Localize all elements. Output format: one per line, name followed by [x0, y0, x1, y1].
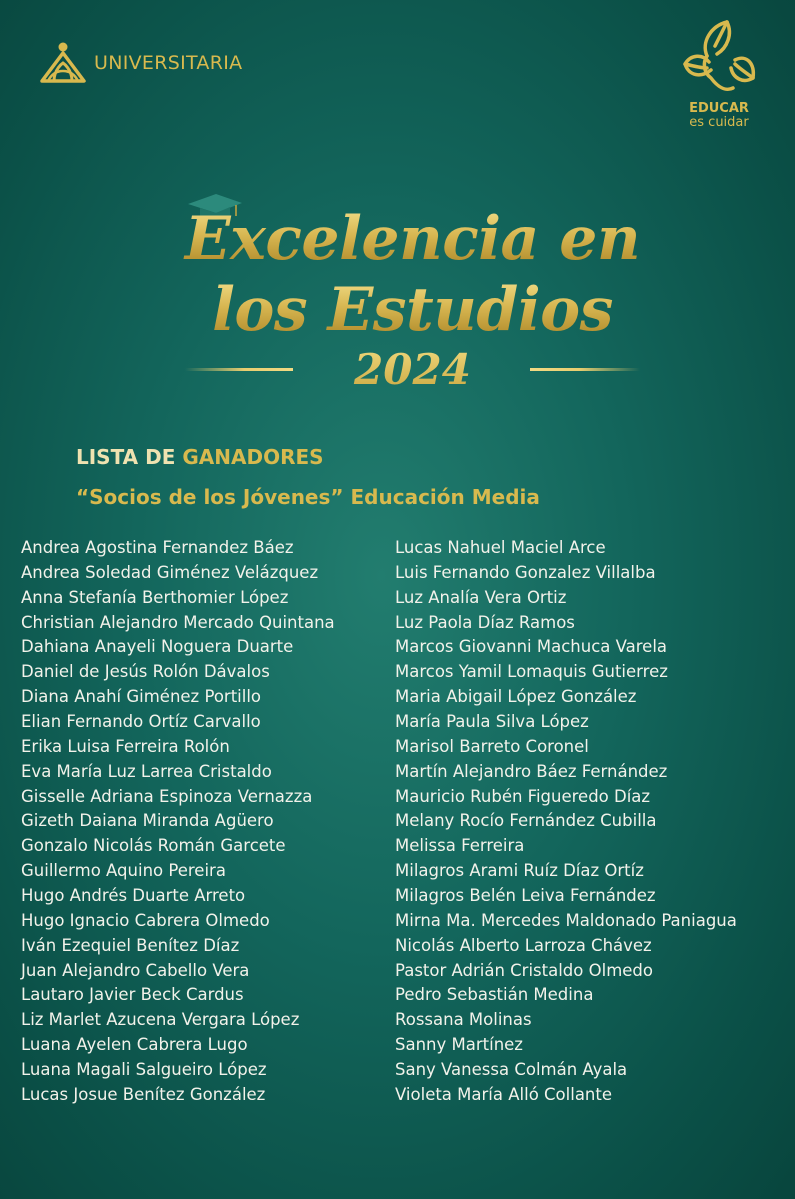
winner-name: Juan Alejandro Cabello Vera — [21, 960, 250, 980]
winner-name: Eva María Luz Larrea Cristaldo — [21, 761, 272, 781]
winner-name: Violeta María Alló Collante — [395, 1084, 613, 1104]
winner-name: Luz Paola Díaz Ramos — [395, 612, 575, 632]
winner-name: Melany Rocío Fernández Cubilla — [395, 811, 657, 831]
winner-name: Guillermo Aquino Pereira — [21, 861, 226, 881]
winner-name: Anna Stefanía Berthomier López — [21, 587, 289, 607]
winner-name: Iván Ezequiel Benítez Díaz — [21, 935, 240, 955]
educar-badge — [668, 16, 770, 130]
winner-name: Andrea Soledad Giménez Velázquez — [21, 562, 319, 582]
winner-name: Sanny Martínez — [395, 1035, 523, 1055]
winner-name: Milagros Belén Leiva Fernández — [395, 886, 656, 906]
category-subheading: “Socios de los Jóvenes” Educación Media — [76, 485, 540, 509]
winners-column-2 — [395, 536, 737, 1108]
winner-name: Liz Marlet Azucena Vergara López — [21, 1010, 300, 1030]
winner-name: Luana Magali Salgueiro López — [21, 1060, 267, 1080]
winner-name: Daniel de Jesús Rolón Dávalos — [21, 662, 270, 682]
winner-name: Erika Luisa Ferreira Rolón — [21, 736, 230, 756]
winner-name: Pastor Adrián Cristaldo Olmedo — [395, 960, 653, 980]
winner-name: Diana Anahí Giménez Portillo — [21, 687, 262, 707]
winner-name: Milagros Arami Ruíz Díaz Ortíz — [395, 861, 644, 881]
winner-name: Hugo Andrés Duarte Arreto — [21, 886, 246, 906]
title-year: 2024 — [0, 345, 795, 395]
winner-name: Luana Ayelen Cabrera Lugo — [21, 1035, 248, 1055]
winner-name: Gonzalo Nicolás Román Garcete — [21, 836, 286, 856]
title-line-1: Excelencia en — [0, 206, 795, 272]
brand-name: UNIVERSITARIA — [94, 52, 243, 74]
winner-name: Mirna Ma. Mercedes Maldonado Paniagua — [395, 910, 737, 930]
winner-name: Marisol Barreto Coronel — [395, 736, 589, 756]
winner-name: Dahiana Anayeli Noguera Duarte — [21, 637, 294, 657]
divider-right — [530, 368, 640, 371]
badge-line2: es cuidar — [689, 115, 749, 130]
title-line-2: los Estudios — [0, 277, 795, 343]
winner-name: Lucas Nahuel Maciel Arce — [395, 538, 606, 557]
winner-name: Mauricio Rubén Figueredo Díaz — [395, 786, 651, 806]
winner-name: Hugo Ignacio Cabrera Olmedo — [21, 910, 270, 930]
winner-name: Gizeth Daiana Miranda Agüero — [21, 811, 274, 831]
winner-name: Melissa Ferreira — [395, 836, 525, 856]
winner-name: Rossana Molinas — [395, 1010, 532, 1030]
winner-name: Lautaro Javier Beck Cardus — [21, 985, 244, 1005]
universitaria-logo — [36, 40, 242, 86]
winner-name: Christian Alejandro Mercado Quintana — [21, 612, 335, 632]
winner-name: Pedro Sebastián Medina — [395, 985, 594, 1005]
winner-name: Maria Abigail López González — [395, 687, 637, 707]
winner-name: María Paula Silva López — [395, 712, 589, 732]
list-heading-part1: LISTA DE — [76, 445, 176, 469]
winner-name: Luz Analía Vera Ortiz — [395, 587, 567, 607]
winner-name: Marcos Yamil Lomaquis Gutierrez — [395, 662, 668, 682]
winner-name: Elian Fernando Ortíz Carvallo — [21, 712, 261, 732]
leaf-cycle-icon — [677, 16, 761, 100]
winner-name: Andrea Agostina Fernandez Báez — [21, 538, 294, 557]
list-heading — [76, 444, 324, 470]
winner-name: Gisselle Adriana Espinoza Vernazza — [21, 786, 313, 806]
universitaria-logo-icon — [36, 41, 90, 85]
list-heading-part2: GANADORES — [182, 445, 324, 469]
winner-name: Nicolás Alberto Larroza Chávez — [395, 935, 652, 955]
winner-name: Marcos Giovanni Machuca Varela — [395, 637, 668, 657]
winner-name: Lucas Josue Benítez González — [21, 1084, 266, 1104]
winner-name: Sany Vanessa Colmán Ayala — [395, 1060, 628, 1080]
winner-name: Luis Fernando Gonzalez Villalba — [395, 562, 656, 582]
winners-column-1 — [21, 536, 335, 1108]
badge-line1: EDUCAR — [689, 101, 749, 116]
winner-name: Martín Alejandro Báez Fernández — [395, 761, 668, 781]
